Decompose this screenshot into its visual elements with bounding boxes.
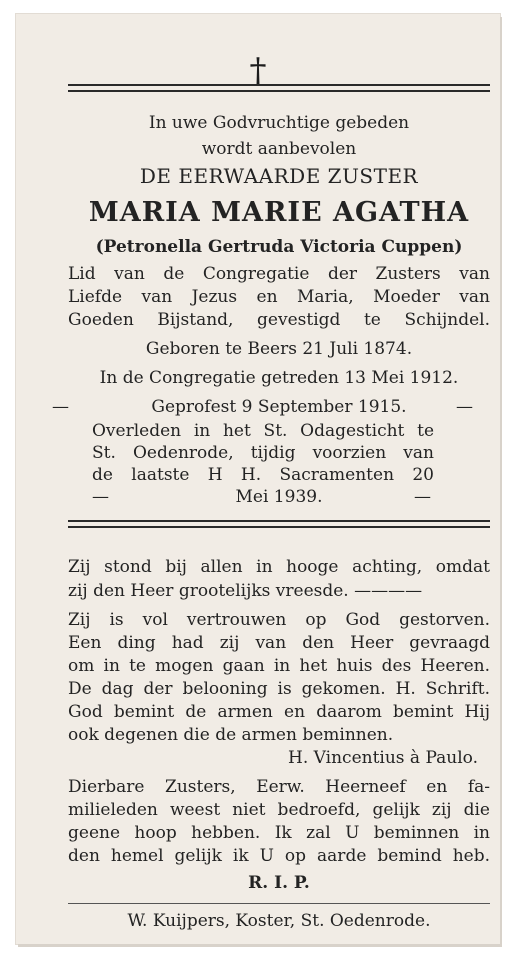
paragraph-2-line-5: God bemint de armen en daarom bemint Hij — [68, 702, 490, 722]
printer-line: W. Kuijpers, Koster, St. Oedenrode. — [127, 911, 431, 931]
paragraph-3-line-4: den hemel gelijk ik U op aarde bemind heb. — [68, 846, 490, 866]
paragraph-2-line-1: Zij is vol vertrouwen op God gestorven. — [68, 610, 490, 630]
dash-right-2: — — [414, 487, 431, 507]
entered-line: In de Congregatie getreden 13 Mei 1912. — [99, 368, 459, 388]
paragraph-1-line-1: Zij stond bij allen in hooge achting, omdat — [68, 557, 490, 577]
congregation-line-3: Goeden Bijstand, gevestigd te Schijndel. — [68, 310, 490, 330]
dash-right-1: — — [456, 397, 473, 417]
quote-source: H. Vincentius à Paulo. — [288, 748, 478, 768]
paragraph-3-line-1: Dierbare Zusters, Eerw. Heerneef en fa- — [68, 777, 490, 797]
top-double-rule — [68, 84, 490, 92]
dash-left-1: — — [52, 397, 69, 417]
title-line: DE EERWAARDE ZUSTER — [139, 164, 419, 188]
birth-name: (Petronella Gertruda Victoria Cuppen) — [95, 237, 463, 257]
paragraph-2-line-4: De dag der belooning is gekomen. H. Schrift. — [68, 679, 490, 699]
died-line-1: Overleden in het St. Odagesticht te — [92, 421, 434, 441]
prayer-card — [16, 14, 500, 944]
intro-line-1: In uwe Godvruchtige gebeden — [148, 113, 410, 133]
rip-text: R. I. P. — [248, 873, 310, 893]
paragraph-2-line-6: ook degenen die de armen beminnen. — [68, 725, 394, 745]
died-line-4: Mei 1939. — [235, 487, 323, 507]
paragraph-2-line-2: Een ding had zij van den Heer gevraagd — [68, 633, 490, 653]
died-line-3: de laatste H H. Sacramenten 20 — [92, 465, 434, 485]
congregation-line-1: Lid van de Congregatie der Zusters van — [68, 264, 490, 284]
died-line-2: St. Oedenrode, tijdig voorzien van — [92, 443, 434, 463]
dash-left-2: — — [92, 487, 109, 507]
intro-line-2: wordt aanbevolen — [201, 139, 357, 159]
paragraph-2-line-3: om in te mogen gaan in het huis des Heeren. — [68, 656, 490, 676]
paragraph-3-line-3: geene hoop hebben. Ik zal U beminnen in — [68, 823, 490, 843]
bottom-rule — [68, 903, 490, 904]
cross-icon: † — [249, 51, 267, 91]
paragraph-3-line-2: milieleden weest niet bedroefd, gelijk zij die — [68, 800, 490, 820]
paragraph-1-line-2: zij den Heer grootelijks vreesde. ———— — [68, 581, 423, 601]
birth-line: Geboren te Beers 21 Juli 1874. — [145, 339, 413, 359]
middle-double-rule — [68, 520, 490, 528]
professed-line: Geprofest 9 September 1915. — [151, 397, 407, 417]
congregation-line-2: Liefde van Jezus en Maria, Moeder van — [68, 287, 490, 307]
deceased-name: MARIA MARIE AGATHA — [88, 197, 470, 228]
